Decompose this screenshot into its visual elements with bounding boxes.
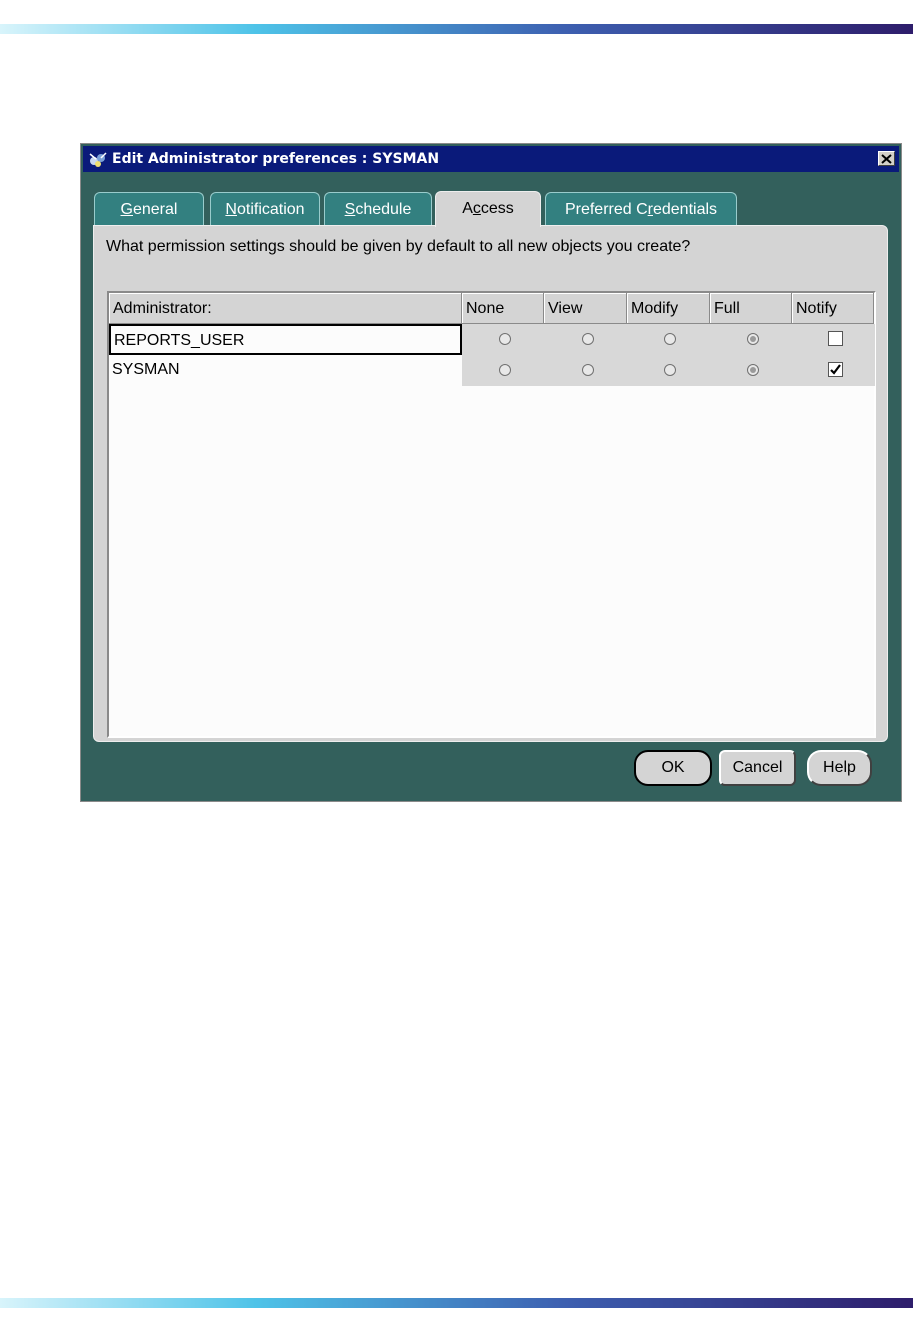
checkmark-icon	[829, 363, 842, 376]
tab-access[interactable]	[435, 191, 541, 227]
tab-mnemonic: N	[225, 201, 237, 218]
permission-question: What permission settings should be given by default to all new objects you create?	[106, 238, 691, 255]
permissions-table	[107, 291, 876, 738]
radio-view[interactable]	[582, 333, 594, 345]
notify-checkbox[interactable]	[828, 362, 843, 377]
radio-none[interactable]	[499, 364, 511, 376]
administrator-name-cell[interactable]: SYSMAN	[112, 361, 180, 378]
radio-full[interactable]	[747, 333, 759, 345]
tab-mnemonic: G	[120, 201, 133, 218]
tab-preferred-credentials[interactable]	[545, 192, 737, 226]
notify-checkbox[interactable]	[828, 331, 843, 346]
enterprise-manager-icon	[88, 150, 108, 168]
edit-admin-preferences-dialog	[80, 143, 902, 802]
column-header-view[interactable]: View	[544, 293, 627, 324]
title-bar	[83, 146, 899, 172]
radio-modify[interactable]	[664, 333, 676, 345]
radio-view[interactable]	[582, 364, 594, 376]
tab-label: chedule	[355, 201, 412, 218]
tab-mnemonic: r	[647, 201, 653, 218]
tab-label: edentials	[652, 201, 718, 218]
tab-label: eneral	[132, 201, 178, 218]
radio-modify[interactable]	[664, 364, 676, 376]
page-header-bar	[0, 24, 913, 34]
tab-mnemonic: S	[344, 201, 356, 218]
page-footer-bar	[0, 1298, 913, 1308]
radio-none[interactable]	[499, 333, 511, 345]
tab-notification[interactable]	[210, 192, 320, 226]
tab-label: otification	[236, 201, 305, 218]
column-header-notify[interactable]: Notify	[792, 293, 874, 324]
radio-full[interactable]	[747, 364, 759, 376]
tab-schedule[interactable]	[324, 192, 432, 226]
tab-general[interactable]	[94, 192, 204, 226]
tab-label: Preferred C	[564, 201, 648, 218]
ok-button[interactable]: OK	[634, 750, 712, 786]
window-title: Edit Administrator preferences : SYSMAN	[112, 151, 440, 167]
column-header-full[interactable]: Full	[710, 293, 792, 324]
column-header-none[interactable]: None	[462, 293, 544, 324]
tab-label: A	[462, 200, 473, 217]
tab-mnemonic: c	[472, 200, 481, 217]
administrator-name-cell[interactable]: REPORTS_USER	[109, 324, 462, 355]
column-header-modify[interactable]: Modify	[627, 293, 710, 324]
help-button[interactable]: Help	[807, 750, 872, 786]
close-button[interactable]	[878, 151, 895, 166]
cancel-button[interactable]: Cancel	[719, 750, 796, 786]
access-tab-panel	[93, 225, 888, 742]
column-header-administrator[interactable]: Administrator:	[109, 293, 462, 324]
tab-label: cess	[480, 200, 514, 217]
close-icon	[881, 154, 892, 164]
